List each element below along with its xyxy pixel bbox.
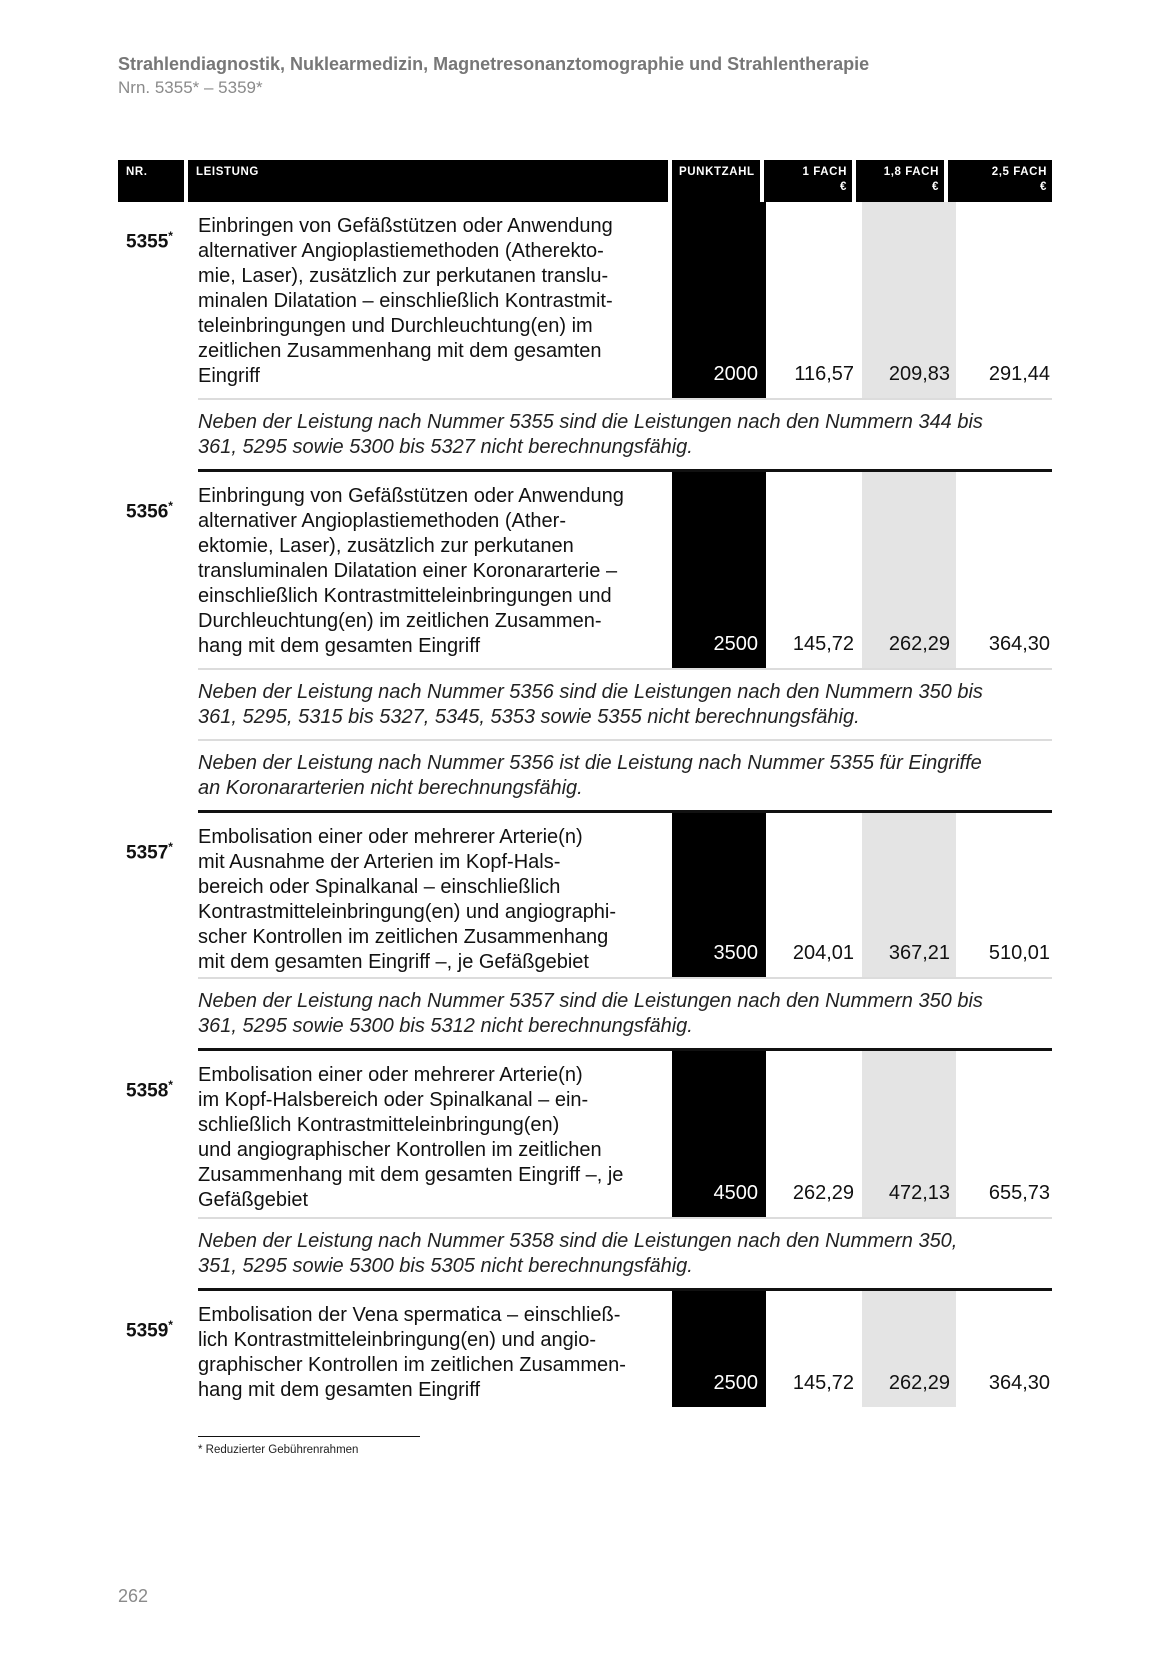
fach-1-8-value: 472,13 bbox=[888, 1182, 950, 1204]
euro-sign: € bbox=[932, 181, 939, 193]
description-line: zeitlichen Zusammenhang mit dem gesamten bbox=[198, 340, 602, 362]
fach-2-5-value: 364,30 bbox=[988, 1372, 1050, 1394]
description-line: bereich oder Spinalkanal – einschließlich bbox=[198, 876, 561, 898]
reduced-fee-marker: * bbox=[168, 1078, 173, 1092]
description-line: Eingriff bbox=[198, 365, 260, 387]
punktzahl-value: 3500 bbox=[713, 942, 758, 964]
description-line: teleinbringungen und Durchleuchtung(en) im bbox=[198, 315, 593, 337]
page-number: 262 bbox=[118, 1586, 149, 1606]
description-line: hang mit dem gesamten Eingriff bbox=[198, 1379, 481, 1401]
description-line: lich Kontrastmitteleinbringung(en) und angio- bbox=[198, 1329, 597, 1351]
entry-note bbox=[198, 1217, 1052, 1288]
description-line: einschließlich Kontrastmitteleinbringungen und bbox=[198, 585, 612, 607]
punktzahl-value: 4500 bbox=[713, 1182, 758, 1204]
entry-number-text: 5355 bbox=[126, 231, 169, 253]
description-line: alternativer Angioplastiemethoden (Ather- bbox=[198, 510, 566, 532]
description-line: im Kopf-Halsbereich oder Spinalkanal – ein- bbox=[198, 1089, 589, 1111]
header-1-fach-label: 1 FACH bbox=[802, 166, 847, 178]
punktzahl-value: 2000 bbox=[713, 363, 758, 385]
description-line: Einbringung von Gefäßstützen oder Anwendung bbox=[198, 485, 624, 507]
description-line: schließlich Kontrastmitteleinbringung(en) bbox=[198, 1114, 560, 1136]
fach-1-value: 145,72 bbox=[792, 1372, 854, 1394]
page-header bbox=[118, 52, 869, 100]
entry-number-text: 5358 bbox=[126, 1080, 169, 1102]
note-line: Neben der Leistung nach Nummer 5358 sind die Leistungen nach den Nummern 350, bbox=[198, 1230, 958, 1252]
entry-description bbox=[198, 484, 658, 659]
entry-number-text: 5356 bbox=[126, 501, 169, 523]
header-1-fach bbox=[764, 160, 852, 202]
note-line: 351, 5295 sowie 5300 bis 5305 nicht berechnungsfähig. bbox=[198, 1255, 693, 1277]
header-punktzahl: PUNKTZAHL bbox=[672, 160, 760, 202]
punktzahl-value: 2500 bbox=[713, 633, 758, 655]
note-line: 361, 5295 sowie 5300 bis 5312 nicht berechnungsfähig. bbox=[198, 1015, 693, 1037]
fee-entry bbox=[118, 813, 1052, 977]
entry-note bbox=[198, 398, 1052, 469]
description-line: transluminalen Dilatation einer Koronararterie – bbox=[198, 560, 618, 582]
fach-1-8-value: 367,21 bbox=[888, 942, 950, 964]
reduced-fee-marker: * bbox=[168, 1318, 173, 1332]
euro-sign: € bbox=[840, 181, 847, 193]
note-line: 361, 5295, 5315 bis 5327, 5345, 5353 sowie 5355 nicht berechnungsfähig. bbox=[198, 706, 860, 728]
fach-2-5-value: 655,73 bbox=[988, 1182, 1050, 1204]
description-line: minalen Dilatation – einschließlich Kontrastmit- bbox=[198, 290, 613, 312]
header-nr: NR. bbox=[118, 160, 184, 202]
description-line: graphischer Kontrollen im zeitlichen Zusammen- bbox=[198, 1354, 626, 1376]
note-line: Neben der Leistung nach Nummer 5355 sind die Leistungen nach den Nummern 344 bis bbox=[198, 411, 983, 433]
fach-2-5-value: 510,01 bbox=[988, 942, 1050, 964]
entry-number bbox=[126, 1073, 173, 1103]
note-line: an Koronararterien nicht berechnungsfähig. bbox=[198, 777, 583, 799]
table-header bbox=[118, 160, 1052, 202]
entry-note bbox=[198, 668, 1052, 739]
header-leistung: LEISTUNG bbox=[188, 160, 668, 202]
reduced-fee-marker: * bbox=[168, 840, 173, 854]
fach-1-value: 204,01 bbox=[792, 942, 854, 964]
header-1-8-fach-label: 1,8 FACH bbox=[883, 166, 939, 178]
footnote: * Reduzierter Gebührenrahmen bbox=[198, 1444, 359, 1456]
entry-note bbox=[198, 977, 1052, 1048]
entry-description bbox=[198, 214, 658, 389]
fach-1-value: 116,57 bbox=[794, 363, 854, 385]
description-line: Durchleuchtung(en) im zeitlichen Zusammen- bbox=[198, 610, 602, 632]
entry-note bbox=[198, 739, 1052, 810]
description-line: Embolisation der Vena spermatica – einschließ- bbox=[198, 1304, 621, 1326]
note-line: Neben der Leistung nach Nummer 5357 sind die Leistungen nach den Nummern 350 bis bbox=[198, 990, 983, 1012]
note-line: Neben der Leistung nach Nummer 5356 sind die Leistungen nach den Nummern 350 bis bbox=[198, 681, 983, 703]
footnote-divider bbox=[198, 1436, 420, 1437]
fee-entry bbox=[118, 202, 1052, 398]
entry-number bbox=[126, 224, 173, 254]
fach-1-value: 262,29 bbox=[792, 1182, 854, 1204]
description-line: mit dem gesamten Eingriff –, je Gefäßgebiet bbox=[198, 951, 589, 973]
fach-2-5-value: 291,44 bbox=[988, 363, 1050, 385]
note-line: 361, 5295 sowie 5300 bis 5327 nicht berechnungsfähig. bbox=[198, 436, 693, 458]
fach-1-value: 145,72 bbox=[792, 633, 854, 655]
entry-description bbox=[198, 1063, 658, 1213]
fach-1-8-value: 209,83 bbox=[888, 363, 950, 385]
entry-number-text: 5359 bbox=[126, 1320, 169, 1342]
description-line: Embolisation einer oder mehrerer Arterie(n) bbox=[198, 1064, 583, 1086]
description-line: Gefäßgebiet bbox=[198, 1189, 309, 1211]
description-line: Zusammenhang mit dem gesamten Eingriff –, je bbox=[198, 1164, 624, 1186]
description-line: mie, Laser), zusätzlich zur perkutanen translu- bbox=[198, 265, 609, 287]
description-line: und angiographischer Kontrollen im zeitlichen bbox=[198, 1139, 602, 1161]
fee-table bbox=[118, 160, 1052, 1407]
note-line: Neben der Leistung nach Nummer 5356 ist die Leistung nach Nummer 5355 für Eingriffe bbox=[198, 752, 982, 774]
description-line: ektomie, Laser), zusätzlich zur perkutanen bbox=[198, 535, 574, 557]
description-line: mit Ausnahme der Arterien im Kopf-Hals- bbox=[198, 851, 561, 873]
entry-description bbox=[198, 1303, 658, 1403]
fach-1-8-value: 262,29 bbox=[888, 633, 950, 655]
description-line: Kontrastmitteleinbringung(en) und angiographi- bbox=[198, 901, 617, 923]
description-line: hang mit dem gesamten Eingriff bbox=[198, 635, 481, 657]
description-line: Einbringen von Gefäßstützen oder Anwendung bbox=[198, 215, 613, 237]
chapter-title: Strahlendiagnostik, Nuklearmedizin, Magnetresonanztomographie und Strahlentherapie bbox=[118, 54, 870, 74]
table-body bbox=[118, 202, 1052, 1407]
fach-2-5-value: 364,30 bbox=[988, 633, 1050, 655]
reduced-fee-marker: * bbox=[168, 229, 173, 243]
description-line: alternativer Angioplastiemethoden (Atherekto- bbox=[198, 240, 604, 262]
header-2-5-fach-label: 2,5 FACH bbox=[991, 166, 1047, 178]
entry-number bbox=[126, 494, 173, 524]
description-line: Embolisation einer oder mehrerer Arterie(n) bbox=[198, 826, 583, 848]
entry-number-text: 5357 bbox=[126, 842, 169, 864]
header-1-8-fach bbox=[856, 160, 944, 202]
description-line: scher Kontrollen im zeitlichen Zusammenhang bbox=[198, 926, 609, 948]
fach-1-8-value: 262,29 bbox=[888, 1372, 950, 1394]
fee-entry bbox=[118, 472, 1052, 668]
entry-description bbox=[198, 825, 658, 975]
entry-number bbox=[126, 835, 173, 865]
entry-number bbox=[126, 1313, 173, 1343]
punktzahl-value: 2500 bbox=[713, 1372, 758, 1394]
euro-sign: € bbox=[1040, 181, 1047, 193]
number-range: Nrn. 5355* – 5359* bbox=[118, 78, 263, 97]
reduced-fee-marker: * bbox=[168, 499, 173, 513]
fee-entry bbox=[118, 1051, 1052, 1217]
fee-entry bbox=[118, 1291, 1052, 1407]
header-2-5-fach bbox=[948, 160, 1052, 202]
